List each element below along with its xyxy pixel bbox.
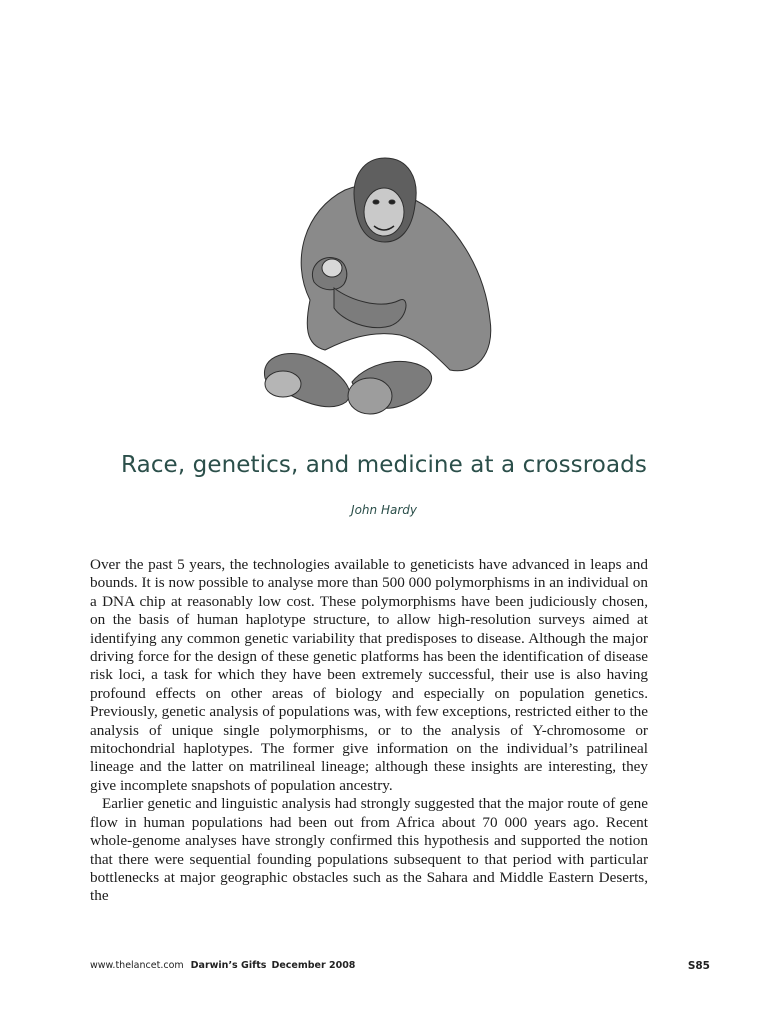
page-number: S85: [687, 960, 710, 972]
body-paragraph-1: Over the past 5 years, the technologies available to geneticists have advanced in leaps and bounds. It is now possible to analyse more than 500 000 polymorphisms in an individual on a DNA chip at reasonably low cost. These polymorphisms have been judiciously chosen, on the basis of human haplotype structure, to allow high-resolution surveys aimed at identifying any common genetic variability that predisposes to disease. Although the major driving force for the design of these genetic platforms has been the identification of disease risk loci, a task for which they have been extremely successful, their use is also having profound effects on other areas of biology and especially on population genetics. Previously, genetic analysis of populations was, with few exceptions, restricted either to the analysis of unique single polymorphisms, or to the analysis of Y-chromosome or mitochondrial haplotypes. The former give information on the individual’s patrilineal lineage and the latter on matrilineal lineage; although these insights are interesting, they give incomplete snapshots of population ancestry.: [90, 556, 648, 794]
footer-date: December 2008: [271, 960, 356, 971]
footer-journal: Darwin’s Gifts: [190, 960, 267, 971]
footer-url: www.thelancet.com: [90, 960, 184, 971]
article-body: [90, 556, 648, 906]
author-name: John Hardy: [351, 503, 417, 517]
article-title: Race, genetics, and medicine at a crossroads: [121, 452, 647, 478]
page-footer: [90, 960, 710, 971]
orangutan-mother-and-infant-illustration: [250, 150, 500, 422]
body-paragraph-2: Earlier genetic and linguistic analysis had strongly suggested that the major route of gene flow in human populations had been out from Africa about 70 000 years ago. Recent whole-genome analyses have strongly confirmed this hypothesis and supported the notion that there were sequential founding populations subsequent to that period with particular bottlenecks at major geographic obstacles such as the Sahara and Middle Eastern Deserts, the: [90, 795, 648, 905]
